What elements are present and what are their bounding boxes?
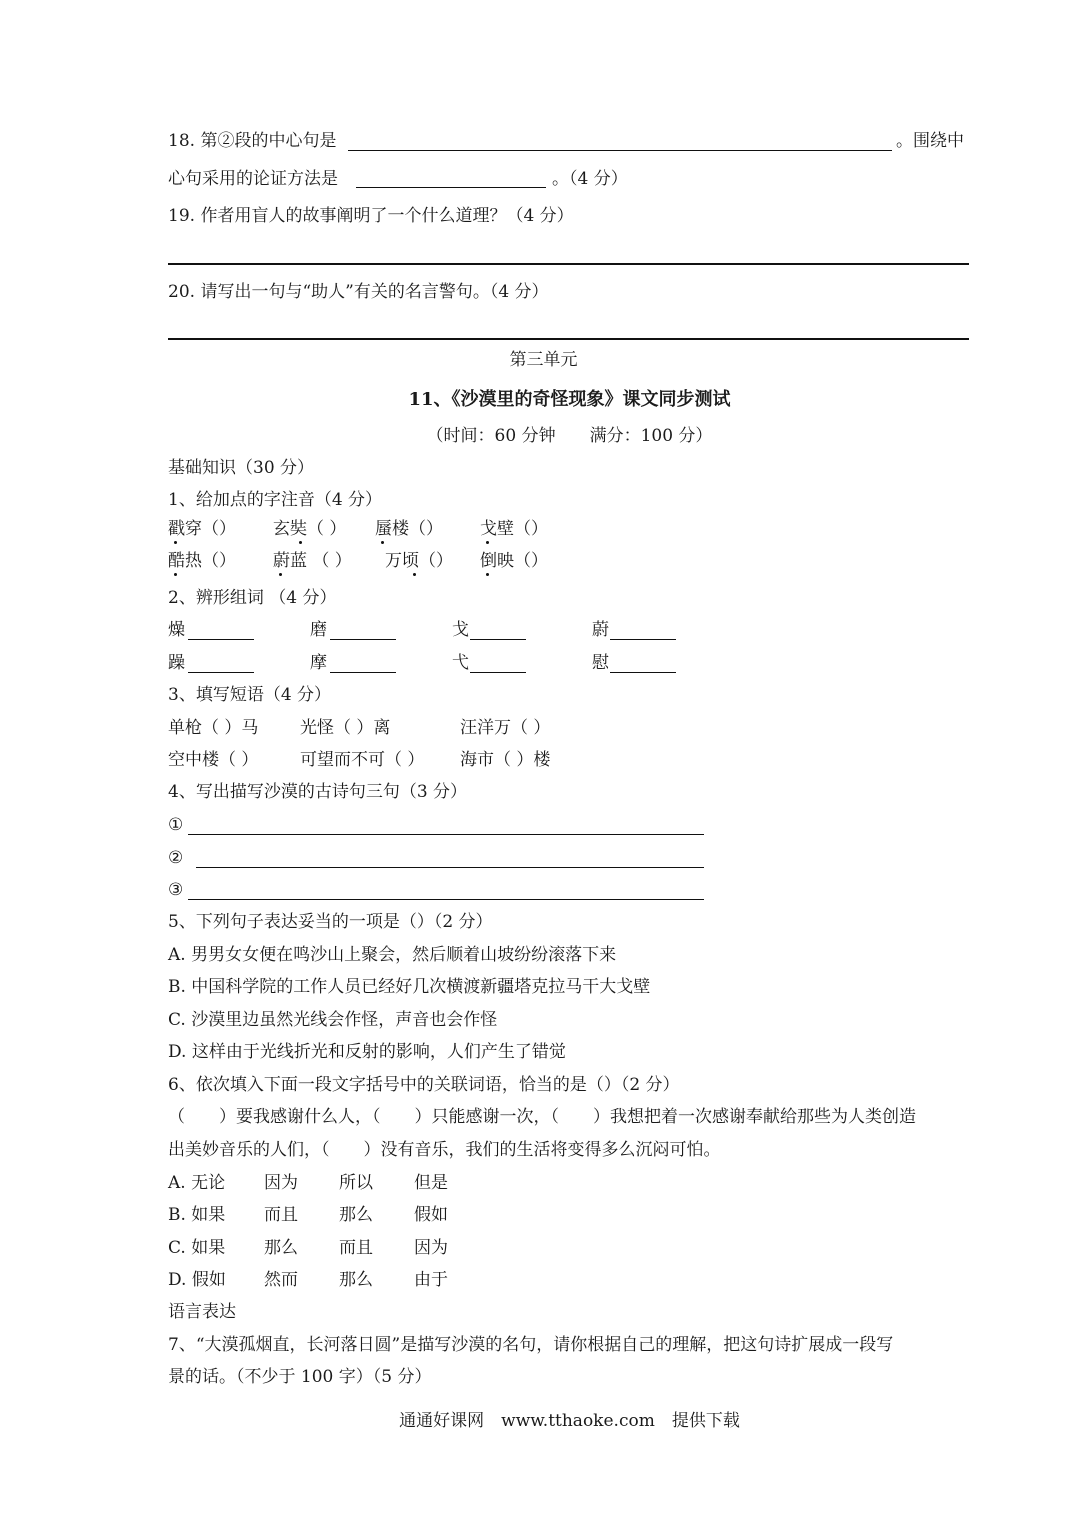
q3-phrase: 空中楼（ ）: [168, 750, 259, 770]
q6-option-word: 因为: [414, 1238, 448, 1258]
emphasis-dot: [299, 541, 302, 544]
q6-option-label: D. 假如: [168, 1270, 226, 1290]
q2-char: 慰: [592, 653, 609, 673]
q4-mark-1: ①: [168, 815, 184, 835]
q6-option-label: C. 如果: [168, 1238, 226, 1258]
q4-answer-line-3: [188, 899, 704, 900]
q1-item: 倒映（）: [480, 551, 548, 571]
q1-item: 玄奘（ ）: [273, 519, 347, 539]
q4-answer-line-1: [188, 834, 704, 835]
q18-prefix: 18. 第②段的中心句是: [168, 131, 337, 151]
q2-char: 蔚: [592, 620, 609, 640]
q2-char: 弋: [452, 653, 469, 673]
q19-answer-line: [168, 263, 969, 265]
q2-blank: [470, 672, 526, 673]
section-language-heading: 语言表达: [168, 1302, 236, 1322]
q5-option: D. 这样由于光线折光和反射的影响，人们产生了错觉: [168, 1042, 566, 1062]
lesson-title: 11、《沙漠里的奇怪现象》课文同步测试: [408, 389, 731, 410]
q6-option-word: 但是: [414, 1173, 448, 1193]
q2-blank: [330, 672, 396, 673]
q2-char: 戈: [452, 620, 469, 640]
q2-char: 躁: [168, 653, 185, 673]
q1-item: 万顷（）: [385, 551, 453, 571]
q6-option-word: 由于: [414, 1270, 448, 1290]
q1-item: 酷热（）: [168, 551, 236, 571]
q2-blank: [610, 672, 676, 673]
q18-line2-prefix: 心句采用的论证方法是: [168, 169, 338, 189]
q2-char: 磨: [310, 620, 327, 640]
q2-blank: [188, 639, 254, 640]
q6-option-word: 那么: [264, 1238, 298, 1258]
q2-blank: [188, 672, 254, 673]
q3-heading: 3、填写短语（4 分）: [168, 685, 332, 705]
q3-phrase: 单枪（ ）马: [168, 718, 259, 738]
q3-phrase: 海市（ ）楼: [460, 750, 551, 770]
q6-option-word: 那么: [339, 1270, 373, 1290]
q5-heading: 5、下列句子表达妥当的一项是（）（2 分）: [168, 912, 493, 932]
q20-text: 20. 请写出一句与“助人”有关的名言警句。（4 分）: [168, 282, 549, 302]
q6-option-word: 而且: [264, 1205, 298, 1225]
q5-option: A. 男男女女便在鸣沙山上聚会，然后顺着山坡纷纷滚落下来: [168, 945, 617, 965]
q20-answer-line: [168, 338, 969, 340]
q18-answer-line-2: [356, 187, 546, 188]
q3-phrase: 可望而不可（ ）: [300, 750, 425, 770]
q3-phrase: 光怪（ ）离: [300, 718, 391, 738]
page-footer: 通通好课网 www.tthaoke.com 提供下载: [399, 1411, 740, 1431]
q6-option-label: B. 如果: [168, 1205, 226, 1225]
q18-suffix: 。围绕中: [896, 131, 964, 151]
q5-option: B. 中国科学院的工作人员已经好几次横渡新疆塔克拉马干大戈壁: [168, 977, 651, 997]
q6-paragraph-line-2: 出美妙音乐的人们，（ ）没有音乐，我们的生活将变得多么沉闷可怕。: [168, 1140, 721, 1160]
q2-blank: [470, 639, 526, 640]
q2-char: 摩: [310, 653, 327, 673]
q18-answer-line-1: [348, 150, 892, 151]
q2-blank: [610, 639, 676, 640]
q1-item: 戈壁（）: [480, 519, 548, 539]
emphasis-dot: [486, 541, 489, 544]
q6-option-label: A. 无论: [168, 1173, 226, 1193]
q7-line-1: 7、“大漠孤烟直，长河落日圆”是描写沙漠的名句，请你根据自己的理解，把这句诗扩展成一段写: [168, 1335, 894, 1355]
emphasis-dot: [279, 573, 282, 576]
q6-option-word: 然而: [264, 1270, 298, 1290]
q3-phrase: 汪洋万（ ）: [460, 718, 551, 738]
q6-option-word: 而且: [339, 1238, 373, 1258]
emphasis-dot: [174, 573, 177, 576]
q6-option-word: 那么: [339, 1205, 373, 1225]
q6-option-word: 所以: [339, 1173, 373, 1193]
q2-char: 燥: [168, 620, 185, 640]
emphasis-dot: [486, 573, 489, 576]
q1-item: 蔚蓝 （ ）: [273, 551, 352, 571]
q1-heading: 1、给加点的字注音（4 分）: [168, 490, 383, 510]
time-info: （时间：60 分钟 满分：100 分）: [426, 426, 713, 446]
emphasis-dot: [174, 541, 177, 544]
q2-blank: [330, 639, 396, 640]
q4-mark-2: ②: [168, 848, 184, 868]
section-basic-heading: 基础知识（30 分）: [168, 458, 315, 478]
q19-text: 19. 作者用盲人的故事阐明了一个什么道理？（4 分）: [168, 206, 574, 226]
q6-option-word: 假如: [414, 1205, 448, 1225]
q4-mark-3: ③: [168, 880, 184, 900]
q2-heading: 2、辨形组词 （4 分）: [168, 588, 337, 608]
q7-line-2: 景的话。（不少于 100 字）（5 分）: [168, 1367, 432, 1387]
q1-item: 戳穿（）: [168, 519, 236, 539]
q6-heading: 6、依次填入下面一段文字括号中的关联词语，恰当的是（）（2 分）: [168, 1075, 680, 1095]
emphasis-dot: [381, 541, 384, 544]
q6-paragraph-line-1: （ ）要我感谢什么人，（ ）只能感谢一次，（ ）我想把着一次感谢奉献给那些为人类创造: [168, 1107, 916, 1127]
q5-option: C. 沙漠里边虽然光线会作怪，声音也会作怪: [168, 1010, 498, 1030]
q1-item: 蜃楼（）: [375, 519, 443, 539]
unit-heading: 第三单元: [509, 350, 578, 370]
q4-heading: 4、写出描写沙漠的古诗句三句（3 分）: [168, 782, 468, 802]
q18-line2-suffix: 。（4 分）: [552, 169, 628, 189]
q6-option-word: 因为: [264, 1173, 298, 1193]
q4-answer-line-2: [196, 867, 704, 868]
emphasis-dot: [413, 573, 416, 576]
